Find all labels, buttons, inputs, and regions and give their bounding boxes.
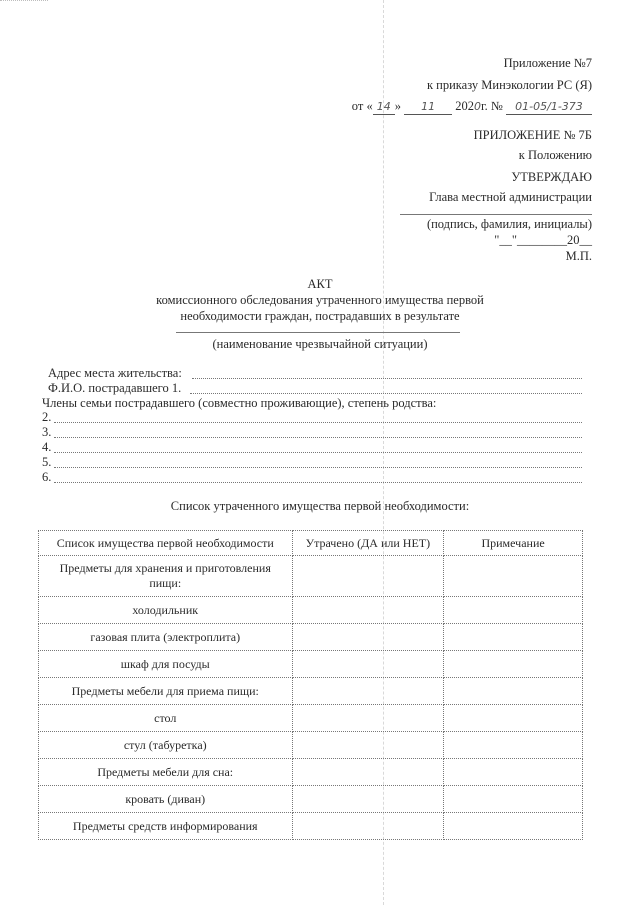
row-item-label: стол bbox=[39, 705, 293, 732]
row-note-cell[interactable] bbox=[444, 813, 583, 840]
member-line-5 bbox=[54, 467, 582, 468]
row-item-label: Предметы мебели для приема пищи: bbox=[39, 678, 293, 705]
emergency-name-line bbox=[176, 332, 460, 333]
row-lost-cell[interactable] bbox=[292, 624, 444, 651]
row-lost-cell[interactable] bbox=[292, 813, 444, 840]
row-note-cell[interactable] bbox=[444, 705, 583, 732]
member-line-3 bbox=[54, 437, 582, 438]
table-row bbox=[39, 651, 583, 678]
table-row bbox=[39, 678, 583, 705]
act-title: АКТ bbox=[307, 277, 333, 291]
row-item-label: холодильник bbox=[39, 597, 293, 624]
row-note-cell[interactable] bbox=[444, 759, 583, 786]
property-table bbox=[38, 530, 583, 840]
row-lost-cell[interactable] bbox=[292, 705, 444, 732]
approve-position: Глава местной администрации bbox=[429, 190, 592, 204]
row-lost-cell[interactable] bbox=[292, 732, 444, 759]
row-lost-cell[interactable] bbox=[292, 556, 444, 597]
date-year-tail: г. № bbox=[480, 99, 503, 113]
col-header-note: Примечание bbox=[444, 531, 583, 556]
address-line bbox=[192, 378, 582, 379]
signature-hint: (подпись, фамилия, инициалы) bbox=[426, 217, 592, 231]
row-lost-cell[interactable] bbox=[292, 786, 444, 813]
table-row bbox=[39, 556, 583, 597]
col-header-lost: Утрачено (ДА или НЕТ) bbox=[292, 531, 444, 556]
member-line-6 bbox=[54, 482, 582, 483]
date-year-suffix: 0 bbox=[473, 100, 481, 113]
member-line-4 bbox=[54, 452, 582, 453]
victim-fio-line bbox=[190, 393, 582, 394]
member-number-5: 5. bbox=[42, 455, 52, 469]
table-row bbox=[39, 732, 583, 759]
date-month: 11 bbox=[404, 100, 452, 115]
order-date-line bbox=[352, 99, 592, 115]
victim-fio-label: Ф.И.О. пострадавшего 1. bbox=[48, 381, 182, 395]
order-number: 01-05/1-373 bbox=[506, 100, 592, 115]
row-lost-cell[interactable] bbox=[292, 759, 444, 786]
row-item-label: стул (табуретка) bbox=[39, 732, 293, 759]
row-item-label: шкаф для посуды bbox=[39, 651, 293, 678]
stamp-label: М.П. bbox=[565, 249, 592, 263]
member-number-6: 6. bbox=[42, 470, 52, 484]
signature-line bbox=[400, 214, 592, 215]
row-item-label: Предметы средств информирования bbox=[39, 813, 293, 840]
date-year-prefix: 202 bbox=[455, 99, 474, 113]
act-subtitle-line2: необходимости граждан, пострадавших в результате bbox=[180, 309, 460, 323]
member-number-3: 3. bbox=[42, 425, 52, 439]
date-mid: » bbox=[394, 99, 401, 113]
row-item-label: кровать (диван) bbox=[39, 786, 293, 813]
row-note-cell[interactable] bbox=[444, 651, 583, 678]
address-label: Адрес места жительства: bbox=[48, 366, 182, 380]
approve-title: УТВЕРЖДАЮ bbox=[511, 170, 592, 184]
member-line-2 bbox=[54, 422, 582, 423]
row-lost-cell[interactable] bbox=[292, 651, 444, 678]
approve-date-line: "__"________20__ bbox=[494, 233, 592, 247]
member-number-4: 4. bbox=[42, 440, 52, 454]
appendix-label: Приложение №7 bbox=[503, 56, 592, 70]
row-note-cell[interactable] bbox=[444, 678, 583, 705]
row-item-label: Предметы мебели для сна: bbox=[39, 759, 293, 786]
row-note-cell[interactable] bbox=[444, 624, 583, 651]
row-lost-cell[interactable] bbox=[292, 678, 444, 705]
date-prefix: от « bbox=[351, 99, 373, 113]
emergency-hint: (наименование чрезвычайной ситуации) bbox=[212, 337, 428, 351]
table-row bbox=[39, 759, 583, 786]
scan-corner-mark bbox=[0, 0, 48, 5]
table-row bbox=[39, 597, 583, 624]
row-note-cell[interactable] bbox=[444, 597, 583, 624]
property-list-title: Список утраченного имущества первой необходимости: bbox=[170, 499, 470, 513]
act-subtitle-line1: комиссионного обследования утраченного имущества первой bbox=[156, 293, 484, 307]
appendix-7b-title: ПРИЛОЖЕНИЕ № 7Б bbox=[473, 128, 592, 142]
appendix-7b-subtitle: к Положению bbox=[518, 148, 592, 162]
table-header-row bbox=[39, 531, 583, 556]
date-day: 14 bbox=[373, 100, 395, 115]
table-row bbox=[39, 813, 583, 840]
order-reference: к приказу Минэкологии РС (Я) bbox=[426, 78, 592, 92]
row-note-cell[interactable] bbox=[444, 732, 583, 759]
table-row bbox=[39, 624, 583, 651]
table-row bbox=[39, 705, 583, 732]
family-members-label: Члены семьи пострадавшего (совместно проживающие), степень родства: bbox=[42, 396, 437, 410]
row-lost-cell[interactable] bbox=[292, 597, 444, 624]
member-number-2: 2. bbox=[42, 410, 52, 424]
row-item-label: Предметы для хранения и приготовления пищи: bbox=[39, 556, 293, 597]
row-note-cell[interactable] bbox=[444, 556, 583, 597]
table-row bbox=[39, 786, 583, 813]
col-header-item: Список имущества первой необходимости bbox=[39, 531, 293, 556]
row-note-cell[interactable] bbox=[444, 786, 583, 813]
row-item-label: газовая плита (электроплита) bbox=[39, 624, 293, 651]
